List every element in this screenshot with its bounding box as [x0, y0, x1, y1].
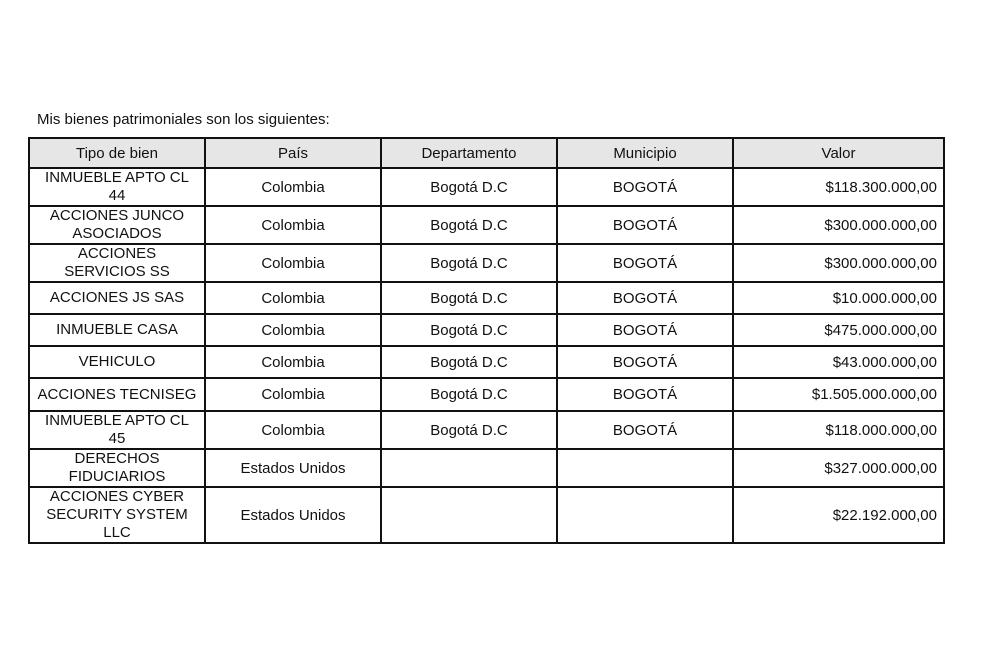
table-row — [29, 487, 944, 543]
cell-valor: $475.000.000,00 — [733, 314, 944, 346]
cell-tipo-de-bien: INMUEBLE APTO CL 45 — [29, 411, 205, 449]
cell-valor: $300.000.000,00 — [733, 206, 944, 244]
cell-tipo-de-bien: ACCIONES JUNCO ASOCIADOS — [29, 206, 205, 244]
cell-municipio: BOGOTÁ — [557, 378, 733, 411]
cell-valor: $10.000.000,00 — [733, 282, 944, 314]
header-municipio: Municipio — [557, 138, 733, 168]
header-pais: País — [205, 138, 381, 168]
cell-pais: Colombia — [205, 244, 381, 282]
intro-text: Mis bienes patrimoniales son los siguientes: — [37, 111, 330, 128]
cell-valor: $118.300.000,00 — [733, 168, 944, 206]
cell-departamento — [381, 449, 557, 487]
cell-valor: $327.000.000,00 — [733, 449, 944, 487]
cell-pais: Colombia — [205, 168, 381, 206]
cell-departamento: Bogotá D.C — [381, 378, 557, 411]
cell-departamento: Bogotá D.C — [381, 244, 557, 282]
cell-pais: Colombia — [205, 411, 381, 449]
cell-tipo-de-bien: DERECHOS FIDUCIARIOS — [29, 449, 205, 487]
cell-tipo-de-bien: INMUEBLE APTO CL 44 — [29, 168, 205, 206]
header-tipo-de-bien: Tipo de bien — [29, 138, 205, 168]
table-header-row — [29, 138, 944, 168]
assets-table — [28, 137, 945, 544]
cell-municipio: BOGOTÁ — [557, 411, 733, 449]
cell-pais: Estados Unidos — [205, 449, 381, 487]
cell-municipio: BOGOTÁ — [557, 168, 733, 206]
cell-pais: Colombia — [205, 314, 381, 346]
cell-municipio — [557, 487, 733, 543]
table-row — [29, 378, 944, 411]
cell-pais: Colombia — [205, 346, 381, 378]
header-valor: Valor — [733, 138, 944, 168]
cell-valor: $1.505.000.000,00 — [733, 378, 944, 411]
table-row — [29, 411, 944, 449]
cell-departamento: Bogotá D.C — [381, 346, 557, 378]
cell-valor: $43.000.000,00 — [733, 346, 944, 378]
cell-municipio: BOGOTÁ — [557, 206, 733, 244]
table-row — [29, 168, 944, 206]
cell-tipo-de-bien: ACCIONES TECNISEG — [29, 378, 205, 411]
cell-departamento: Bogotá D.C — [381, 282, 557, 314]
cell-pais: Estados Unidos — [205, 487, 381, 543]
table-row — [29, 244, 944, 282]
cell-tipo-de-bien: INMUEBLE CASA — [29, 314, 205, 346]
cell-tipo-de-bien: ACCIONES JS SAS — [29, 282, 205, 314]
cell-municipio: BOGOTÁ — [557, 282, 733, 314]
cell-departamento — [381, 487, 557, 543]
cell-tipo-de-bien: ACCIONES SERVICIOS SS — [29, 244, 205, 282]
cell-departamento: Bogotá D.C — [381, 314, 557, 346]
table-row — [29, 206, 944, 244]
cell-pais: Colombia — [205, 282, 381, 314]
table-row — [29, 314, 944, 346]
table-row — [29, 449, 944, 487]
table-row — [29, 346, 944, 378]
cell-pais: Colombia — [205, 206, 381, 244]
cell-valor: $300.000.000,00 — [733, 244, 944, 282]
header-departamento: Departamento — [381, 138, 557, 168]
cell-municipio: BOGOTÁ — [557, 244, 733, 282]
cell-pais: Colombia — [205, 378, 381, 411]
cell-valor: $22.192.000,00 — [733, 487, 944, 543]
cell-departamento: Bogotá D.C — [381, 168, 557, 206]
cell-departamento: Bogotá D.C — [381, 411, 557, 449]
cell-tipo-de-bien: VEHICULO — [29, 346, 205, 378]
cell-municipio — [557, 449, 733, 487]
cell-municipio: BOGOTÁ — [557, 314, 733, 346]
cell-departamento: Bogotá D.C — [381, 206, 557, 244]
cell-valor: $118.000.000,00 — [733, 411, 944, 449]
cell-tipo-de-bien: ACCIONES CYBER SECURITY SYSTEM LLC — [29, 487, 205, 543]
cell-municipio: BOGOTÁ — [557, 346, 733, 378]
table-row — [29, 282, 944, 314]
